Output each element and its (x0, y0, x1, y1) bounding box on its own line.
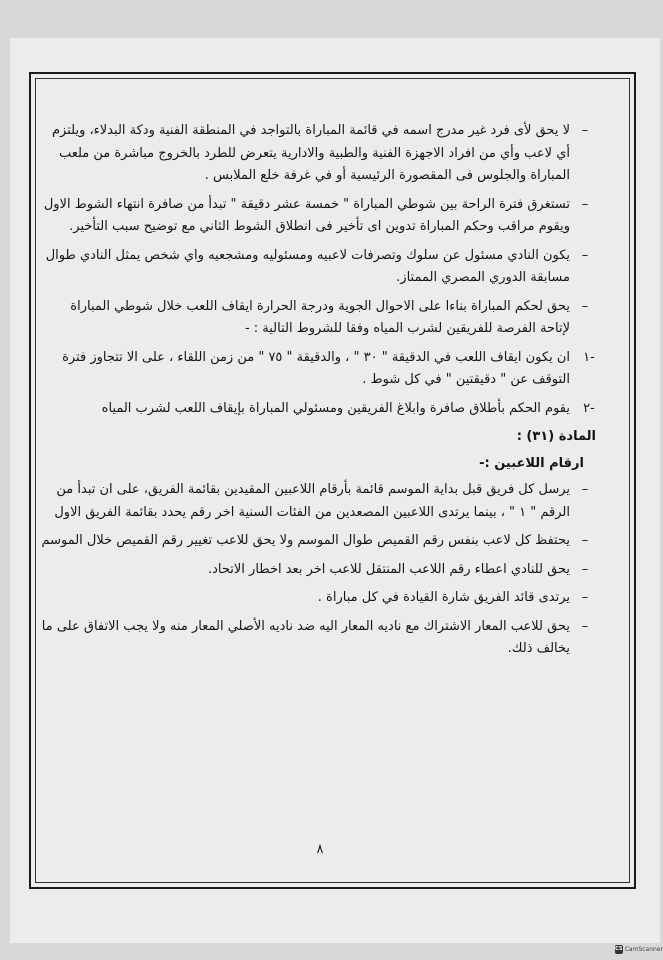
list-item-text: يحتفظ كل لاعب بنفس رقم القميص طوال الموسم ولا يحق للاعب تغيير رقم القميص خلال الموسم (41, 533, 570, 548)
bullet-dash: – (581, 482, 589, 497)
bullet-dash: – (581, 533, 589, 548)
scanner-label: CamScanner (624, 945, 663, 953)
list-item-text: يحق لحكم المباراة بناءا على الاحوال الجوية ودرجة الحرارة ايقاف اللعب خلال شوطي المباراة لإتاحة الفرصة للفريقين لشرب المياه وفقا للشروط التالية : - (70, 298, 570, 336)
bullet-list-1 (40, 120, 596, 341)
numbered-item-text: يقوم الحكم بأطلاق صافرة وابلاغ الفريقين ومسئولي المباراة بإيقاف اللعب لشرب المياه (101, 400, 570, 416)
numbered-list (40, 347, 596, 421)
item-number: -١ (583, 349, 595, 365)
article-heading: المادة (٣١) : (516, 429, 596, 444)
list-item-text: يرتدى قائد الفريق شارة القيادة في كل مباراة . (317, 590, 570, 605)
bullet-dash: – (581, 196, 589, 212)
page-number: ٨ (316, 842, 324, 857)
list-item (40, 296, 596, 341)
list-item (40, 479, 596, 524)
numbered-item (40, 347, 596, 392)
bullet-dash: – (581, 590, 589, 605)
list-item (40, 245, 596, 290)
item-number: -٢ (583, 400, 595, 416)
list-item-text: يرسل كل فريق قبل بداية الموسم قائمة بأرقام اللاعبين المقيدين بقائمة الفريق، على ان تبدأ من الرقم " ١ " ، بينما يرتدى اللاعبين المصعدين من الفئات السنية اخر رقم يحدد بقائمة الفريق الاول (54, 482, 570, 520)
list-item-text: لا يحق لأى فرد غير مدرج اسمه في قائمة المباراة بالتواجد في المنطقة الفنية ودكة البدلاء، ويلتزم أي لاعب وأي من افراد الاجهزة الفنية والطبية والادارية يتعرض للطرد بالخروج مباشرة من ملعب المباراة والجلوس فى المقصورة الرئيسية أو في غرفة خلع الملابس . (52, 123, 570, 183)
scanner-watermark (615, 942, 663, 956)
list-item-text: يحق للنادي اعطاء رقم اللاعب المنتقل للاعب اخر بعد اخطار الاتحاد. (208, 561, 570, 577)
section-title: ارقام اللاعبين :- (479, 455, 584, 471)
bullet-dash: – (581, 618, 589, 634)
document-body (40, 120, 596, 667)
bullet-dash: – (581, 123, 589, 138)
numbered-item-text: ان يكون ايقاف اللعب في الدقيقة " ٣٠ " ، والدقيقة " ٧٥ " من زمن اللقاء ، على الا تتجاوز فترة التوقف عن " دقيقتين " في كل شوط . (62, 349, 570, 387)
numbered-item (40, 398, 596, 421)
bullet-dash: – (581, 247, 589, 263)
list-item (40, 120, 596, 188)
list-item-text: يكون النادي مسئول عن سلوك وتصرفات لاعبيه ومسئوليه ومشجعيه واي شخص يمثل النادي طوال مسابقة الدوري المصري الممتاز. (45, 247, 570, 285)
bullet-dash: – (581, 561, 589, 577)
list-item (40, 194, 596, 239)
bullet-dash: – (581, 298, 589, 314)
list-item (40, 530, 596, 553)
bullet-list-2 (40, 479, 596, 661)
list-item-text: يحق للاعب المعار الاشتراك مع ناديه المعار اليه ضد ناديه الأصلي المعار منه ولا يجب الاتفاق على ما يخالف ذلك. (41, 618, 570, 656)
list-item (40, 587, 596, 610)
camscanner-icon: CS (615, 946, 623, 952)
list-item-text: تستغرق فترة الراحة بين شوطي المباراة " خمسة عشر دقيقة " تبدأ من صافرة انتهاء الشوط الاول ويقوم مراقب وحكم المباراة تدوين اى تأخير فى انطلاق الشوط الثاني مع توضيح سبب التأخير. (43, 196, 570, 234)
list-item (40, 616, 596, 661)
list-item (40, 559, 596, 582)
